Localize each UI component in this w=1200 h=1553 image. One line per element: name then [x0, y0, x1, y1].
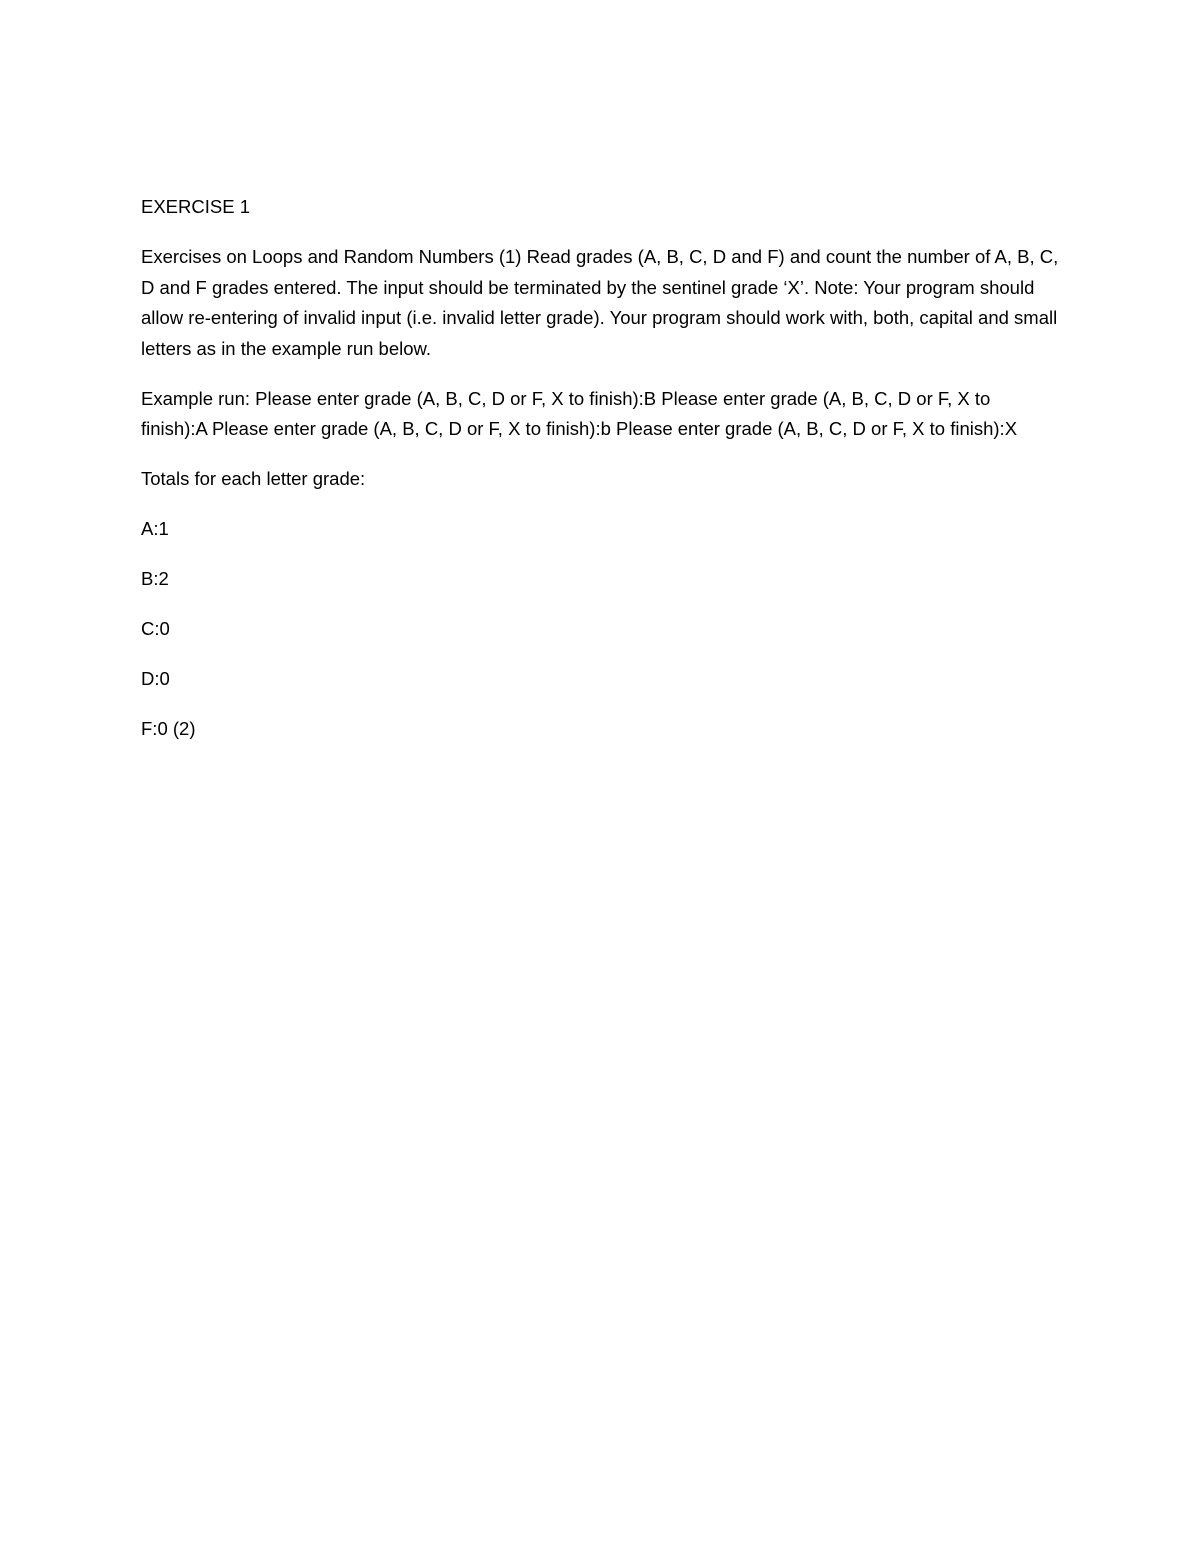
document-body — [141, 192, 1061, 764]
example-run: Example run: Please enter grade (A, B, C, D or F, X to finish):B Please enter grade (A, B, C, D or F, X to finish):A Please enter grade (A, B, C, D or F, X to finish):b Please enter grade (A, B, C, D or F, X to finish):X — [141, 387, 1018, 439]
total-grade-f: F:0 (2) — [141, 718, 196, 739]
total-grade-b: B:2 — [141, 568, 169, 589]
totals-heading: Totals for each letter grade: — [141, 468, 366, 489]
exercise-heading: EXERCISE 1 — [141, 196, 250, 217]
total-grade-a: A:1 — [141, 518, 169, 539]
exercise-description: Exercises on Loops and Random Numbers (1) Read grades (A, B, C, D and F) and count the number of A, B, C, D and F grades entered. The input should be terminated by the sentinel grade ‘X’. Note: Your program should allow re-entering of invalid input (i.e. invalid letter grade). Your program should work with, both, capital and small letters as in the example run below. — [141, 246, 1059, 359]
total-grade-d: D:0 — [141, 668, 170, 689]
total-grade-c: C:0 — [141, 618, 170, 639]
